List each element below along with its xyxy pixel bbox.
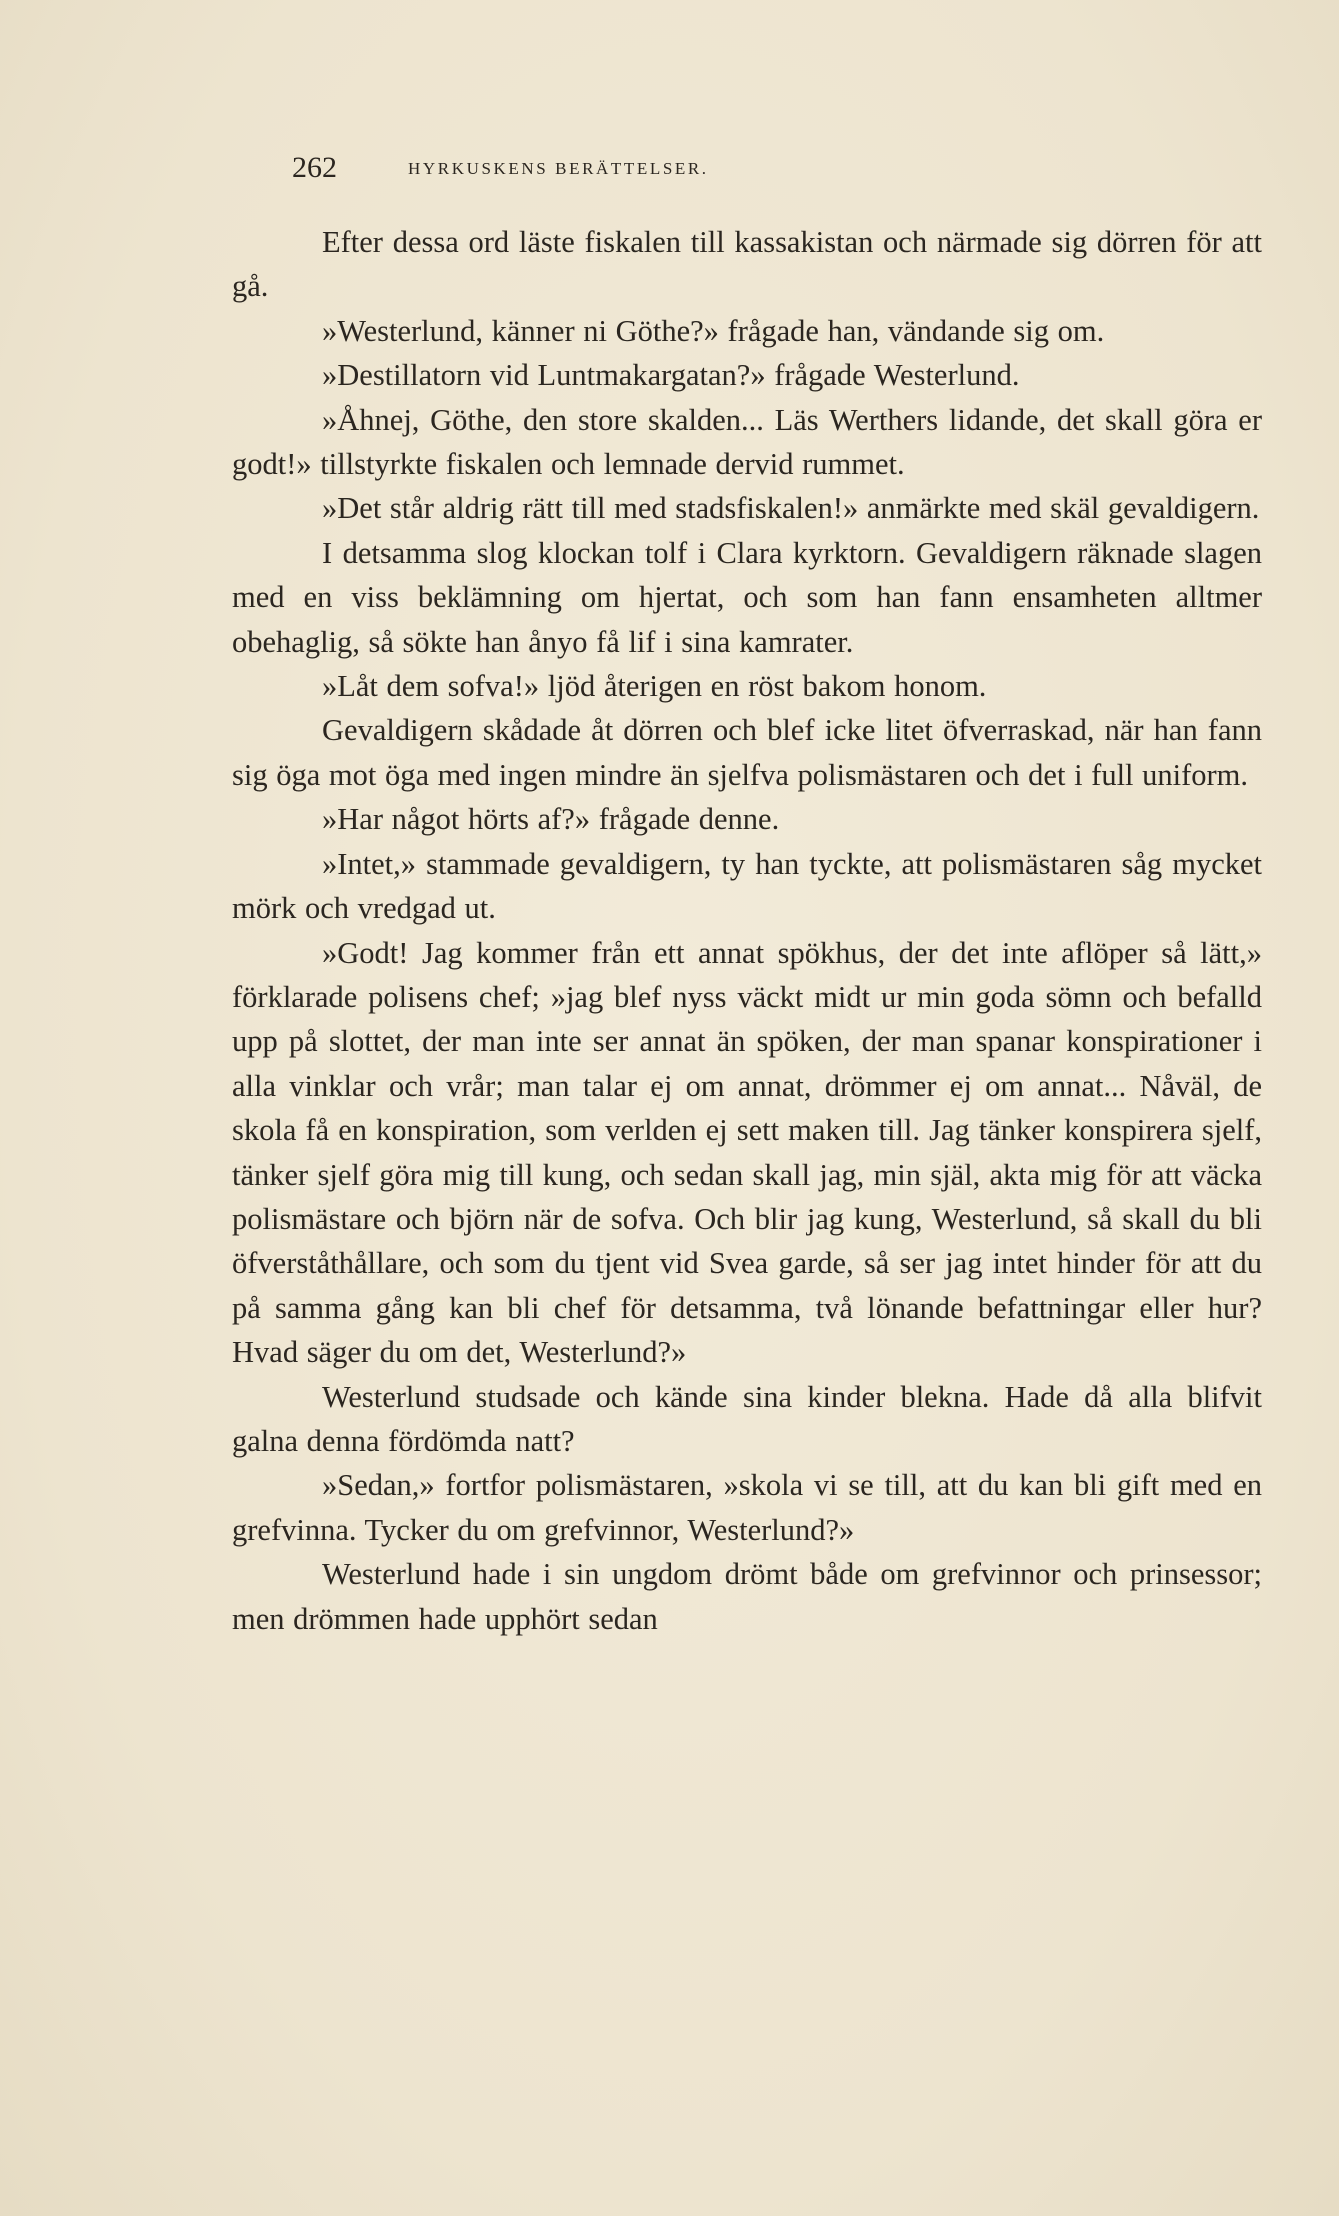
paragraph: Gevaldigern skådade åt dörren och blef icke litet öfverraskad, när han fann sig öga mot öga med ingen mindre än sjelfva polismästaren och det i full uniform. [232, 713, 1262, 792]
page-number: 262 [292, 151, 337, 184]
paragraph: »Det står aldrig rätt till med stadsfiskalen!» anmärkte med skäl gevaldigern. [322, 491, 1260, 526]
running-head [232, 148, 1172, 188]
paragraph: »Godt! Jag kommer från ett annat spökhus, der det inte aflöper så lätt,» förklarade polisens chef; »jag blef nyss väckt midt ur min goda sömn och befalld upp på slottet, der man inte ser annat än spöken, der man spanar konspirationer i alla vinklar och vrår; man talar ej om annat, drömmer ej om annat... Nåväl, de skola få en konspiration, som verlden ej sett maken till. Jag tänker konspirera sjelf, tänker sjelf göra mig till kung, och sedan skall jag, min själ, akta mig för att väcka polismästare och björn när de sofva. Och blir jag kung, Westerlund, så skall du bli öfverståthållare, och som du tjent vid Svea garde, så ser jag intet hinder för att du på samma gång kan bli chef för detsamma, två lönande befattningar eller hur? Hvad säger du om det, Westerlund?» [232, 935, 1262, 1370]
paragraph: I detsamma slog klockan tolf i Clara kyrktorn. Gevaldigern räknade slagen med en viss beklämning om hjertat, och som han fann ensamheten alltmer obehaglig, så sökte han ånyo få lif i sina kamrater. [232, 535, 1262, 659]
paragraph: Westerlund studsade och kände sina kinder blekna. Hade då alla blifvit galna denna fördömda natt? [232, 1379, 1262, 1458]
paragraph: »Åhnej, Göthe, den store skalden... Läs Werthers lidande, det skall göra er godt!» tillstyrkte fiskalen och lemnade dervid rummet. [232, 402, 1262, 482]
body-text [232, 220, 1262, 1641]
paragraph: »Westerlund, känner ni Göthe?» frågade han, vändande sig om. [322, 313, 1105, 348]
paragraph: Westerlund hade i sin ungdom drömt både om grefvinnor och prinsessor; men drömmen hade upphört sedan [232, 1557, 1262, 1636]
paragraph: »Låt dem sofva!» ljöd återigen en röst bakom honom. [322, 669, 987, 704]
paragraph: »Sedan,» fortfor polismästaren, »skola vi se till, att du kan bli gift med en grefvinna. Tycker du om grefvinnor, Westerlund?» [232, 1468, 1262, 1547]
running-title: HYRKUSKENS BERÄTTELSER. [408, 159, 709, 178]
paragraph: »Destillatorn vid Luntmakargatan?» frågade Westerlund. [322, 358, 1020, 393]
paragraph: »Har något hörts af?» frågade denne. [322, 802, 780, 837]
paragraph: »Intet,» stammade gevaldigern, ty han tyckte, att polismästaren såg mycket mörk och vredgad ut. [232, 846, 1262, 926]
paragraph: Efter dessa ord läste fiskalen till kassakistan och närmade sig dörren för att gå. [232, 225, 1262, 304]
